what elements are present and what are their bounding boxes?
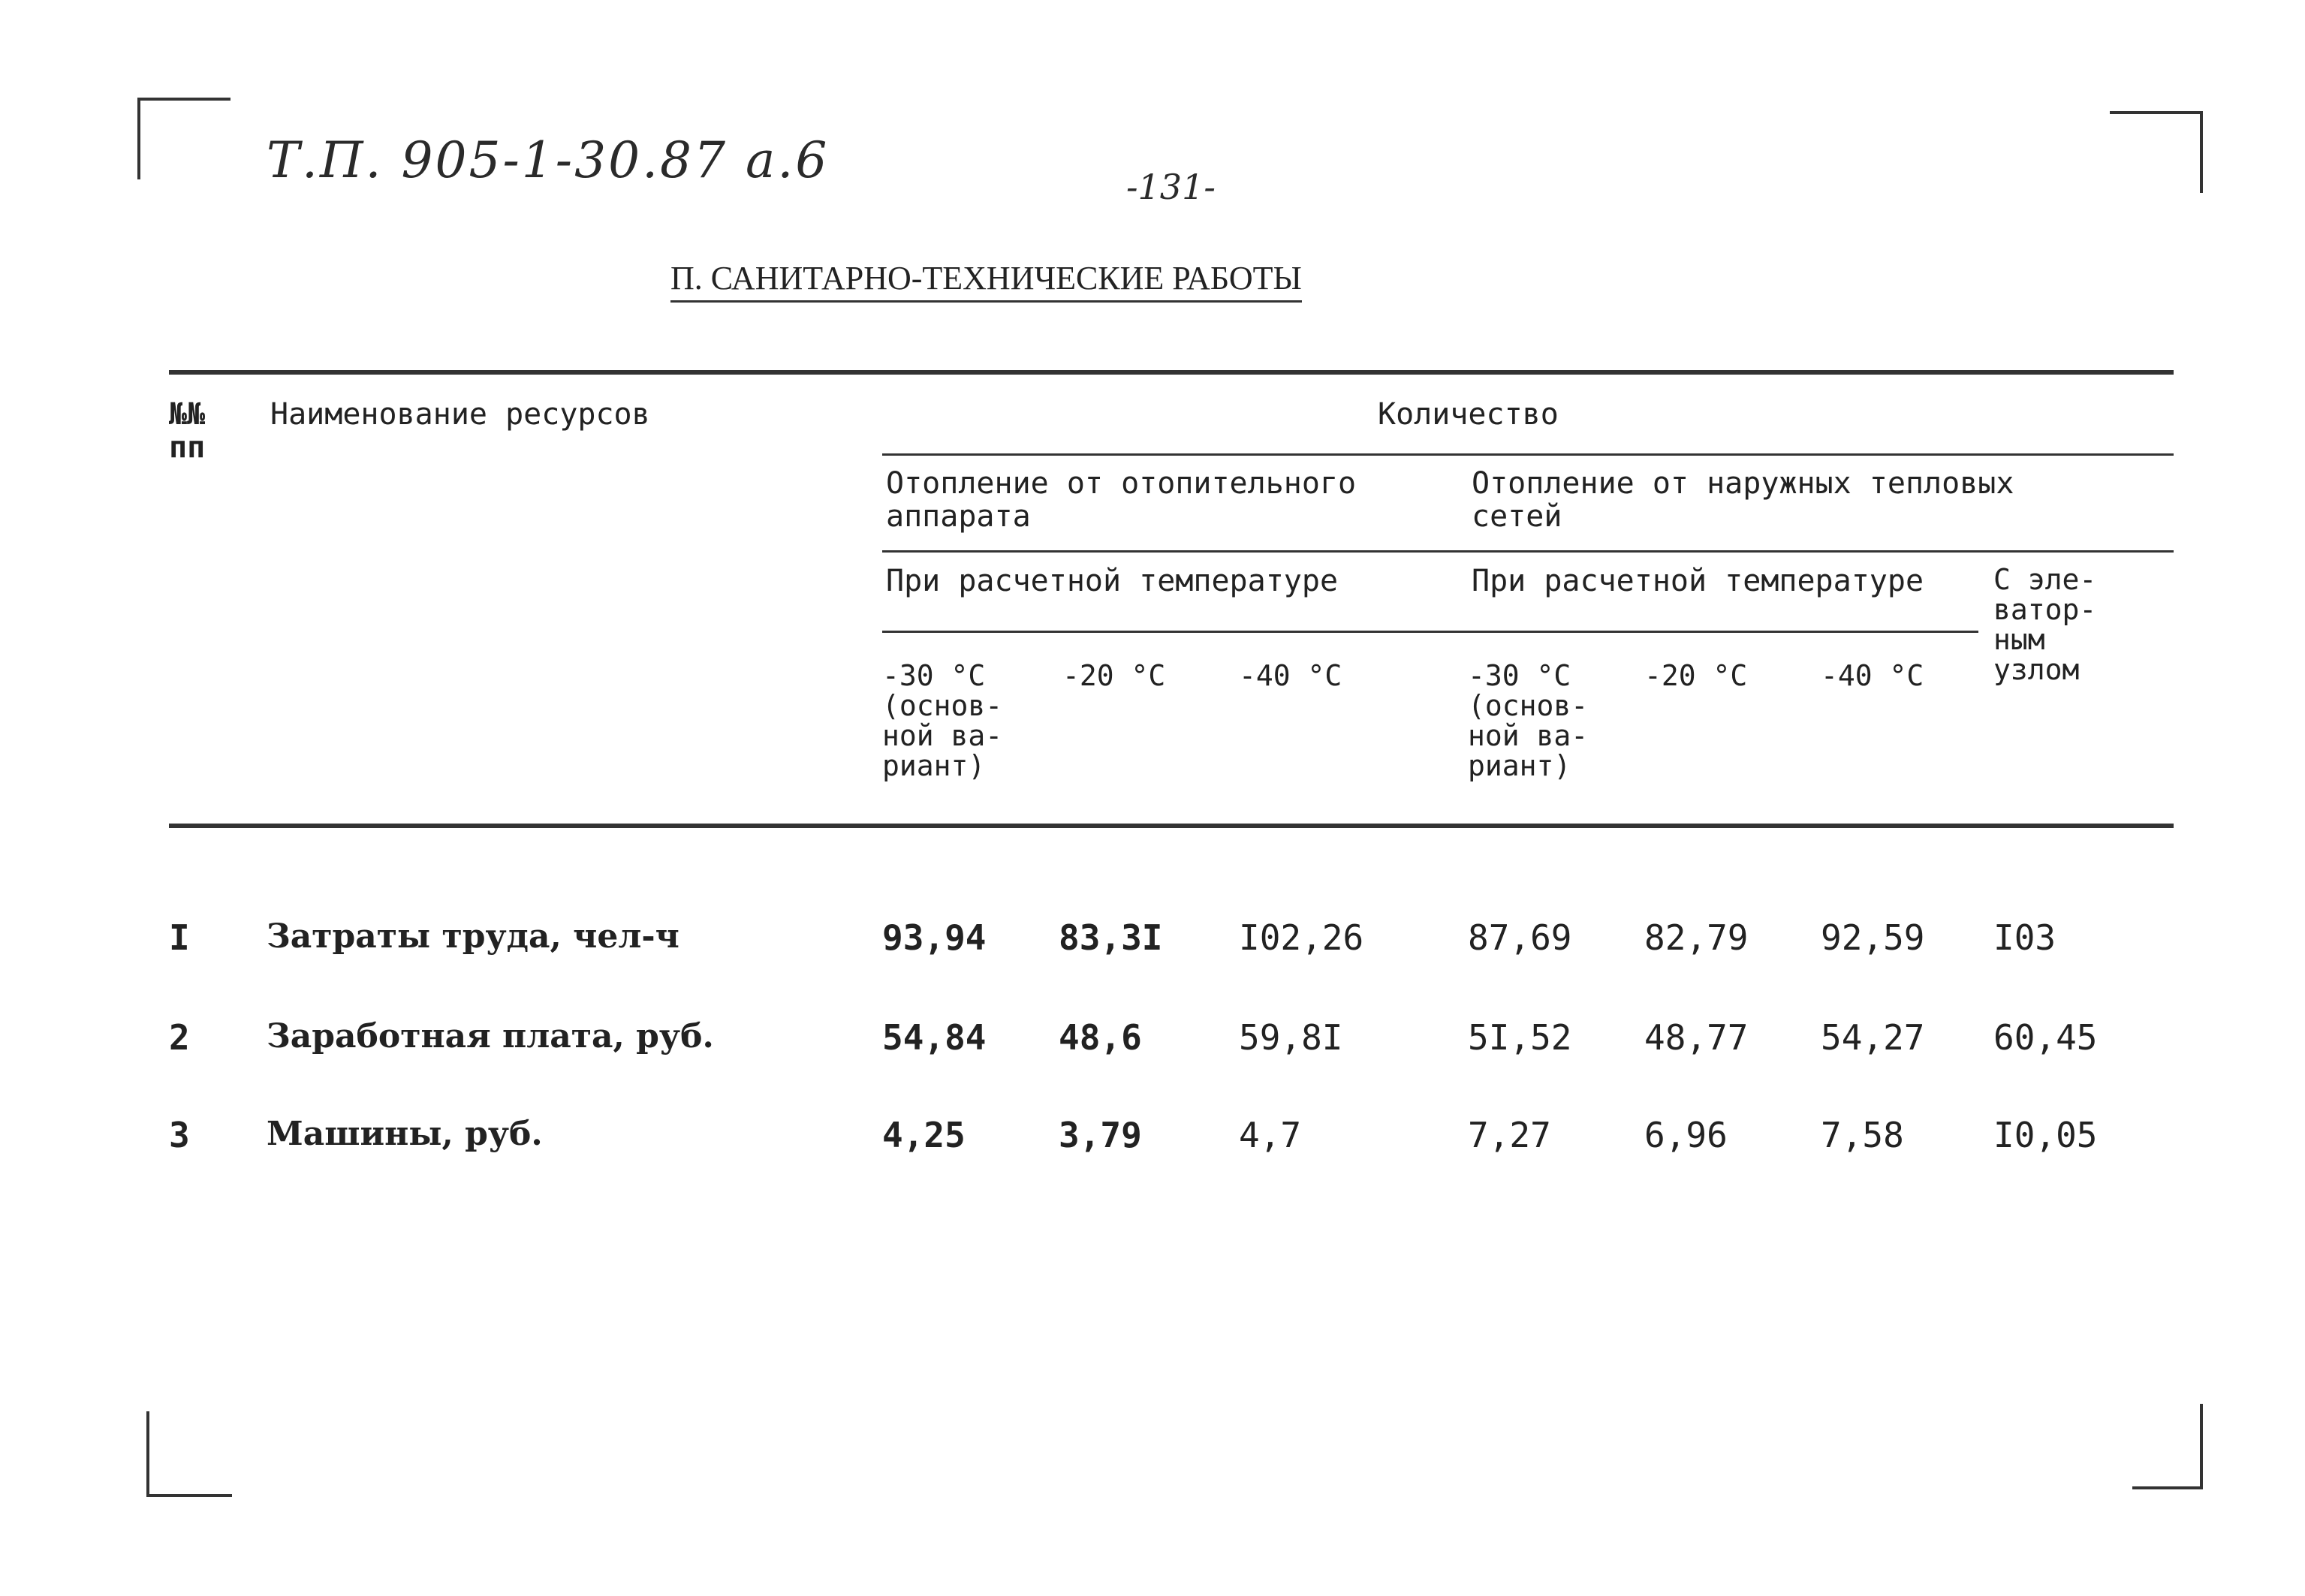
row-1-value-1: 93,94 [882, 917, 987, 958]
quantity-header-rule [882, 453, 2174, 456]
resource-name-header: Наименование ресурсов [270, 397, 650, 432]
page-number: -131- [1126, 167, 1216, 207]
row-3-value-3: 4,7 [1239, 1115, 1302, 1155]
header-bottom-rule [169, 824, 2174, 828]
group2-col-minus30: -30 °C (основ- ной ва- риант) [1468, 659, 1589, 782]
corner-mark-bottom-left [146, 1411, 232, 1497]
row-3-value-1: 4,25 [882, 1115, 966, 1155]
row-1-value-7: I03 [1993, 917, 2056, 958]
row-3-number: 3 [169, 1115, 190, 1155]
row-3-value-7: I0,05 [1993, 1115, 2098, 1155]
row-1-number: I [169, 917, 190, 958]
row-1-value-6: 92,59 [1821, 917, 1925, 958]
row-1-value-5: 82,79 [1644, 917, 1749, 958]
column-number-header: №№ пп [169, 397, 206, 465]
group1-col-minus40: -40 °C [1239, 659, 1342, 692]
group1-col-minus20: -20 °C [1062, 659, 1166, 692]
row-3-value-5: 6,96 [1644, 1115, 1728, 1155]
row-1-value-2: 83,3I [1059, 917, 1163, 958]
group-header-rule [882, 550, 2174, 553]
row-2-value-7: 60,45 [1993, 1017, 2098, 1058]
group1-subtitle: При расчетной температуре [886, 564, 1339, 598]
row-2-value-1: 54,84 [882, 1017, 987, 1058]
row-2-number: 2 [169, 1017, 190, 1058]
row-2-value-6: 54,27 [1821, 1017, 1925, 1058]
row-3-value-2: 3,79 [1059, 1115, 1142, 1155]
row-1-value-3: I02,26 [1239, 917, 1364, 958]
elevator-node-header: С эле- ватор- ным узлом [1993, 563, 2097, 686]
group2-col-minus20: -20 °C [1644, 659, 1748, 692]
subtitle-rule [882, 631, 1978, 633]
row-2-value-4: 5I,52 [1468, 1017, 1572, 1058]
corner-mark-bottom-right [2132, 1404, 2203, 1489]
quantity-header: Количество [1378, 397, 1559, 432]
row-3-name: Машины, руб. [267, 1115, 543, 1153]
section-title: П. САНИТАРНО-ТЕХНИЧЕСКИЕ РАБОТЫ [670, 259, 1302, 303]
group2-title: Отопление от наружных тепловых сетей [1472, 466, 2014, 534]
document-code: Т.П. 905-1-30.87 а.6 [267, 131, 830, 189]
group2-col-minus40: -40 °C [1821, 659, 1924, 692]
row-3-value-4: 7,27 [1468, 1115, 1551, 1155]
row-2-value-3: 59,8I [1239, 1017, 1343, 1058]
corner-mark-top-right [2110, 111, 2203, 193]
group2-subtitle: При расчетной температуре [1472, 564, 1924, 598]
group1-title: Отопление от отопительного аппарата [886, 466, 1357, 534]
row-1-name: Затраты труда, чел-ч [267, 917, 679, 956]
row-2-value-5: 48,77 [1644, 1017, 1749, 1058]
row-2-value-2: 48,6 [1059, 1017, 1142, 1058]
table-top-rule [169, 370, 2174, 375]
row-2-name: Заработная плата, руб. [267, 1017, 714, 1055]
corner-mark-top-left [137, 98, 230, 179]
row-1-value-4: 87,69 [1468, 917, 1572, 958]
row-3-value-6: 7,58 [1821, 1115, 1904, 1155]
group1-col-minus30: -30 °C (основ- ной ва- риант) [882, 659, 1003, 782]
